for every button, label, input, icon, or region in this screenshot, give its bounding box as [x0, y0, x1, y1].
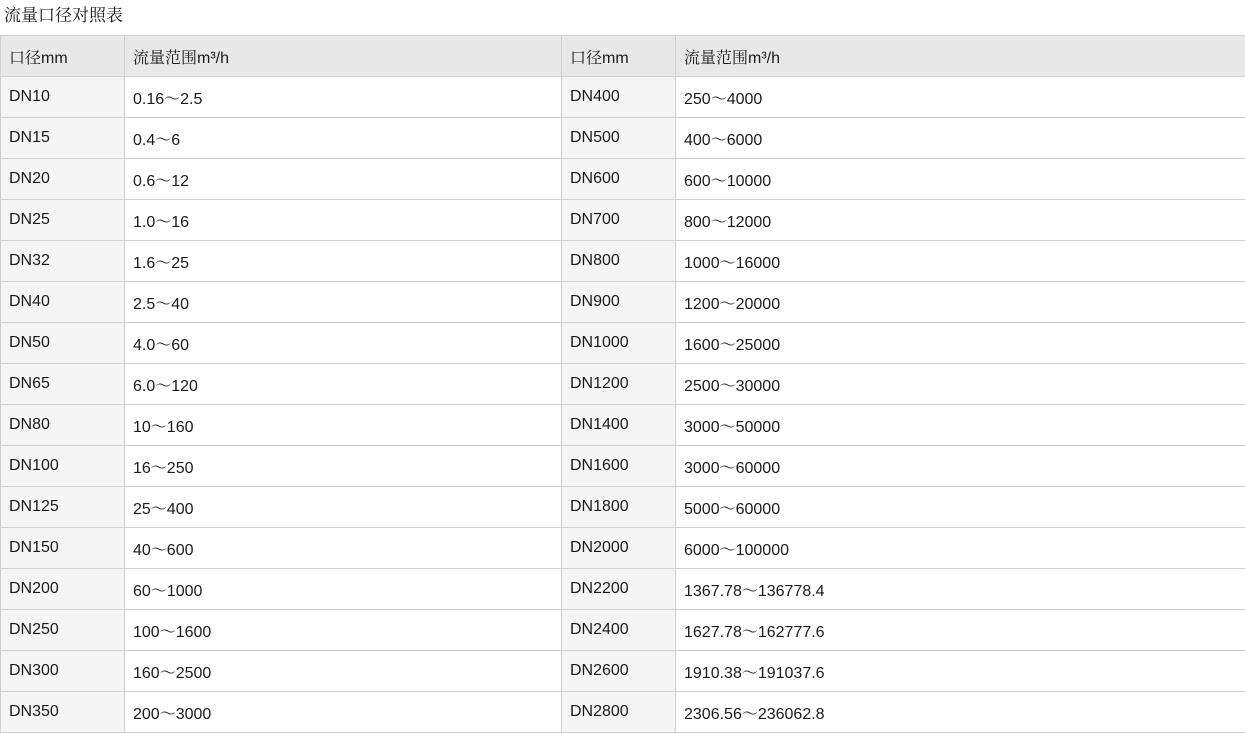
cell-flowrange-right: 1600～25000 [676, 323, 1245, 364]
cell-diameter-right: DN900 [562, 282, 676, 323]
cell-diameter-left: DN65 [1, 364, 125, 405]
cell-diameter-left: DN20 [1, 159, 125, 200]
cell-diameter-right: DN700 [562, 200, 676, 241]
table-row [1, 651, 1245, 692]
cell-diameter-left: DN15 [1, 118, 125, 159]
cell-diameter-left: DN40 [1, 282, 125, 323]
cell-diameter-left: DN32 [1, 241, 125, 282]
cell-diameter-left: DN80 [1, 405, 125, 446]
cell-flowrange-left: 0.16～2.5 [125, 77, 562, 118]
cell-flowrange-right: 2306.56～236062.8 [676, 692, 1245, 733]
table-header-row [1, 36, 1245, 77]
cell-diameter-left: DN300 [1, 651, 125, 692]
cell-flowrange-right: 1627.78～162777.6 [676, 610, 1245, 651]
cell-diameter-left: DN150 [1, 528, 125, 569]
cell-flowrange-left: 0.4～6 [125, 118, 562, 159]
table-row [1, 200, 1245, 241]
table-head [1, 36, 1245, 77]
cell-diameter-right: DN2200 [562, 569, 676, 610]
cell-diameter-left: DN250 [1, 610, 125, 651]
column-header-diameter-left: 口径mm [1, 36, 125, 77]
cell-flowrange-right: 5000～60000 [676, 487, 1245, 528]
cell-flowrange-right: 800～12000 [676, 200, 1245, 241]
cell-flowrange-right: 6000～100000 [676, 528, 1245, 569]
table-row [1, 487, 1245, 528]
cell-diameter-left: DN125 [1, 487, 125, 528]
cell-flowrange-left: 4.0～60 [125, 323, 562, 364]
table-row [1, 610, 1245, 651]
cell-flowrange-right: 250～4000 [676, 77, 1245, 118]
cell-flowrange-left: 1.0～16 [125, 200, 562, 241]
cell-diameter-left: DN100 [1, 446, 125, 487]
cell-diameter-right: DN400 [562, 77, 676, 118]
cell-diameter-right: DN1400 [562, 405, 676, 446]
table-row [1, 159, 1245, 200]
cell-diameter-left: DN10 [1, 77, 125, 118]
table-row [1, 364, 1245, 405]
cell-flowrange-right: 3000～50000 [676, 405, 1245, 446]
cell-flowrange-left: 200～3000 [125, 692, 562, 733]
table-row [1, 118, 1245, 159]
table-row [1, 692, 1245, 733]
table-body [1, 77, 1245, 733]
cell-flowrange-right: 400～6000 [676, 118, 1245, 159]
table-row [1, 405, 1245, 446]
cell-flowrange-right: 3000～60000 [676, 446, 1245, 487]
cell-flowrange-right: 2500～30000 [676, 364, 1245, 405]
cell-flowrange-left: 100～1600 [125, 610, 562, 651]
cell-flowrange-left: 40～600 [125, 528, 562, 569]
cell-flowrange-right: 600～10000 [676, 159, 1245, 200]
cell-flowrange-left: 160～2500 [125, 651, 562, 692]
cell-diameter-left: DN350 [1, 692, 125, 733]
cell-flowrange-right: 1367.78～136778.4 [676, 569, 1245, 610]
table-row [1, 528, 1245, 569]
cell-diameter-right: DN1200 [562, 364, 676, 405]
cell-diameter-right: DN600 [562, 159, 676, 200]
cell-flowrange-right: 1910.38～191037.6 [676, 651, 1245, 692]
column-header-flowrange-left: 流量范围m³/h [125, 36, 562, 77]
cell-flowrange-left: 16～250 [125, 446, 562, 487]
cell-flowrange-left: 60～1000 [125, 569, 562, 610]
table-row [1, 569, 1245, 610]
cell-flowrange-left: 2.5～40 [125, 282, 562, 323]
cell-flowrange-right: 1000～16000 [676, 241, 1245, 282]
cell-flowrange-left: 25～400 [125, 487, 562, 528]
cell-flowrange-left: 0.6～12 [125, 159, 562, 200]
cell-diameter-right: DN1000 [562, 323, 676, 364]
cell-diameter-left: DN50 [1, 323, 125, 364]
page-title: 流量口径对照表 [0, 0, 1245, 35]
cell-diameter-right: DN2800 [562, 692, 676, 733]
table-row [1, 241, 1245, 282]
cell-diameter-right: DN2000 [562, 528, 676, 569]
cell-diameter-left: DN200 [1, 569, 125, 610]
cell-diameter-right: DN2600 [562, 651, 676, 692]
cell-diameter-right: DN500 [562, 118, 676, 159]
table-row [1, 446, 1245, 487]
cell-diameter-right: DN2400 [562, 610, 676, 651]
table-row [1, 282, 1245, 323]
cell-flowrange-left: 10～160 [125, 405, 562, 446]
cell-flowrange-left: 1.6～25 [125, 241, 562, 282]
cell-flowrange-left: 6.0～120 [125, 364, 562, 405]
table-row [1, 77, 1245, 118]
cell-diameter-left: DN25 [1, 200, 125, 241]
cell-flowrange-right: 1200～20000 [676, 282, 1245, 323]
table-row [1, 323, 1245, 364]
column-header-diameter-right: 口径mm [562, 36, 676, 77]
cell-diameter-right: DN800 [562, 241, 676, 282]
cell-diameter-right: DN1800 [562, 487, 676, 528]
column-header-flowrange-right: 流量范围m³/h [676, 36, 1245, 77]
flow-diameter-table [0, 35, 1245, 733]
cell-diameter-right: DN1600 [562, 446, 676, 487]
